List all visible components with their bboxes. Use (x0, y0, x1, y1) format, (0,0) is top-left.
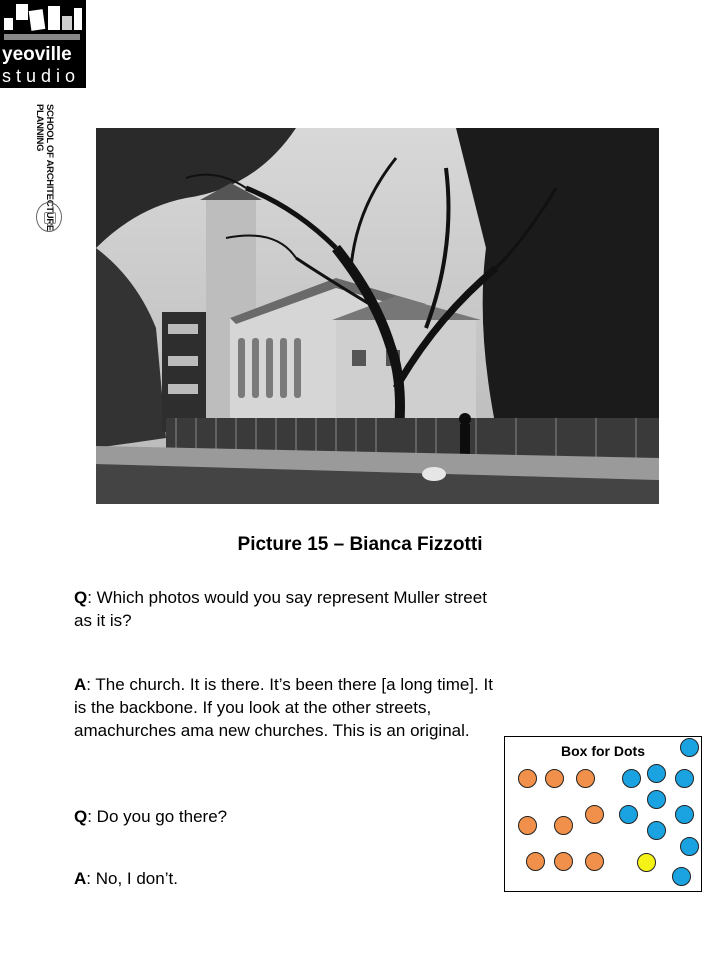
dialogue-question-1 (74, 586, 504, 632)
orange-dot (585, 852, 604, 871)
university-seal-icon (36, 202, 62, 232)
orange-dot (545, 769, 564, 788)
blue-dot (647, 790, 666, 809)
logo-line1: yeoville (2, 44, 72, 65)
orange-dot (554, 816, 573, 835)
orange-dot (518, 769, 537, 788)
blue-dot (647, 821, 666, 840)
blue-dot (619, 805, 638, 824)
orange-dot (526, 852, 545, 871)
speaker-label: Q (74, 807, 88, 826)
school-logo-text: SCHOOL OF ARCHITECTURE PLANNING (34, 104, 55, 231)
dialogue-text: : Do you go there? (87, 807, 228, 826)
blue-dot (647, 764, 666, 783)
orange-dot (518, 816, 537, 835)
blue-dot (672, 867, 691, 886)
yellow-dot (637, 853, 656, 872)
blue-dot (622, 769, 641, 788)
blue-dot (680, 837, 699, 856)
school-logo (18, 104, 68, 254)
dialogue-answer-1 (74, 673, 504, 742)
orange-dot (576, 769, 595, 788)
dialogue-text: : Which photos would you say represent Muller street as it is? (74, 588, 487, 630)
speaker-label: A (74, 869, 87, 888)
yeoville-studio-logo (0, 0, 86, 88)
dialogue-answer-2 (74, 867, 504, 890)
dot-box-title: Box for Dots (561, 743, 645, 759)
orange-dot (554, 852, 573, 871)
logo-line2: studio (2, 66, 81, 86)
blue-dot (675, 769, 694, 788)
blue-dot (680, 738, 699, 757)
dialogue-text: : The church. It is there. It’s been there [a long time]. It is the backbone. If you look at the other streets, amachurches ama new churches. This is an original. (74, 675, 493, 740)
speaker-label: Q (74, 588, 88, 607)
blue-dot (675, 805, 694, 824)
speaker-label: A (74, 675, 87, 694)
picture-caption: Picture 15 – Bianca Fizzotti (237, 534, 483, 555)
orange-dot (585, 805, 604, 824)
dialogue-question-2 (74, 805, 504, 828)
church-photo (96, 128, 659, 504)
dialogue-text: : No, I don’t. (86, 869, 178, 888)
